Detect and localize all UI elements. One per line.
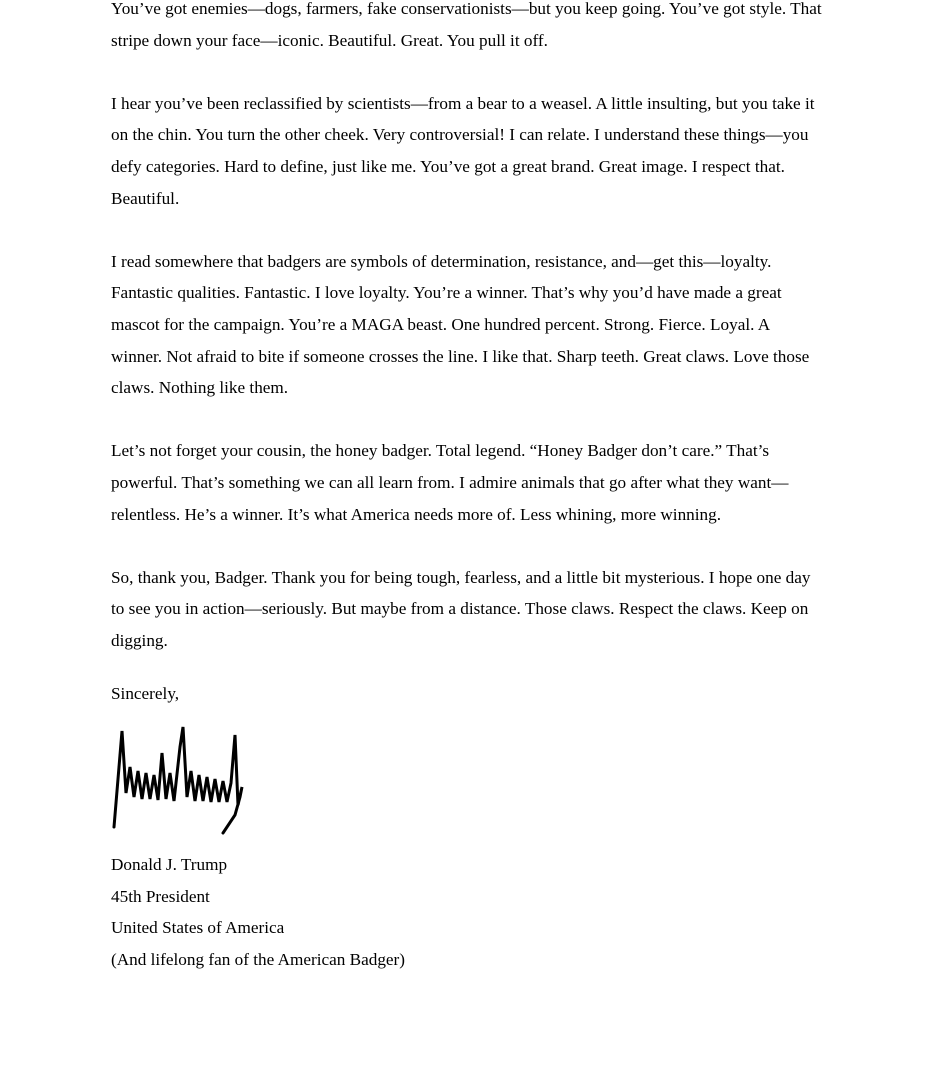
letter-closing: Sincerely, [111,684,180,704]
letter-paragraph: You’ve got enemies—dogs, farmers, fake conservationists—but you keep going. You’ve got style. That stripe down your face—iconic. Beautiful. Great. You pull it off. [111,0,822,50]
letter-body [111,0,823,975]
signature-country: United States of America [111,918,285,938]
letter-paragraph: Let’s not forget your cousin, the honey badger. Total legend. “Honey Badger don’t care.” That’s powerful. That’s something we can all learn from. I admire animals that go after what they want—relentless. He’s a winner. It’s what America needs more of. Less whining, more winning. [111,441,789,524]
signature-note: (And lifelong fan of the American Badger) [111,949,405,969]
letter-paragraph: I hear you’ve been reclassified by scientists—from a bear to a weasel. A little insulting, but you take it on the chin. You turn the other cheek. Very controversial! I can relate. I understand these things—you defy categories. Hard to define, just like me. You’ve got a great brand. Great image. I respect that. Beautiful. [111,93,815,208]
letter-paragraph: I read somewhere that badgers are symbols of determination, resistance, and—get this—loyalty. Fantastic qualities. Fantastic. I love loyalty. You’re a winner. That’s why you’d have made a great mascot for the campaign. You’re a MAGA beast. One hundred percent. Strong. Fierce. Loyal. A winner. Not afraid to bite if someone crosses the line. I like that. Sharp teeth. Great claws. Love those claws. Nothing like them. [111,251,810,398]
signature-title: 45th President [111,886,210,906]
letter-paragraph: So, thank you, Badger. Thank you for being tough, fearless, and a little bit mysterious. I hope one day to see you in action—seriously. But maybe from a distance. Those claws. Respect the claws. Keep on digging. [111,567,811,650]
signature-block [111,849,823,975]
signature-name: Donald J. Trump [111,855,228,875]
signature-handwriting [109,717,249,835]
